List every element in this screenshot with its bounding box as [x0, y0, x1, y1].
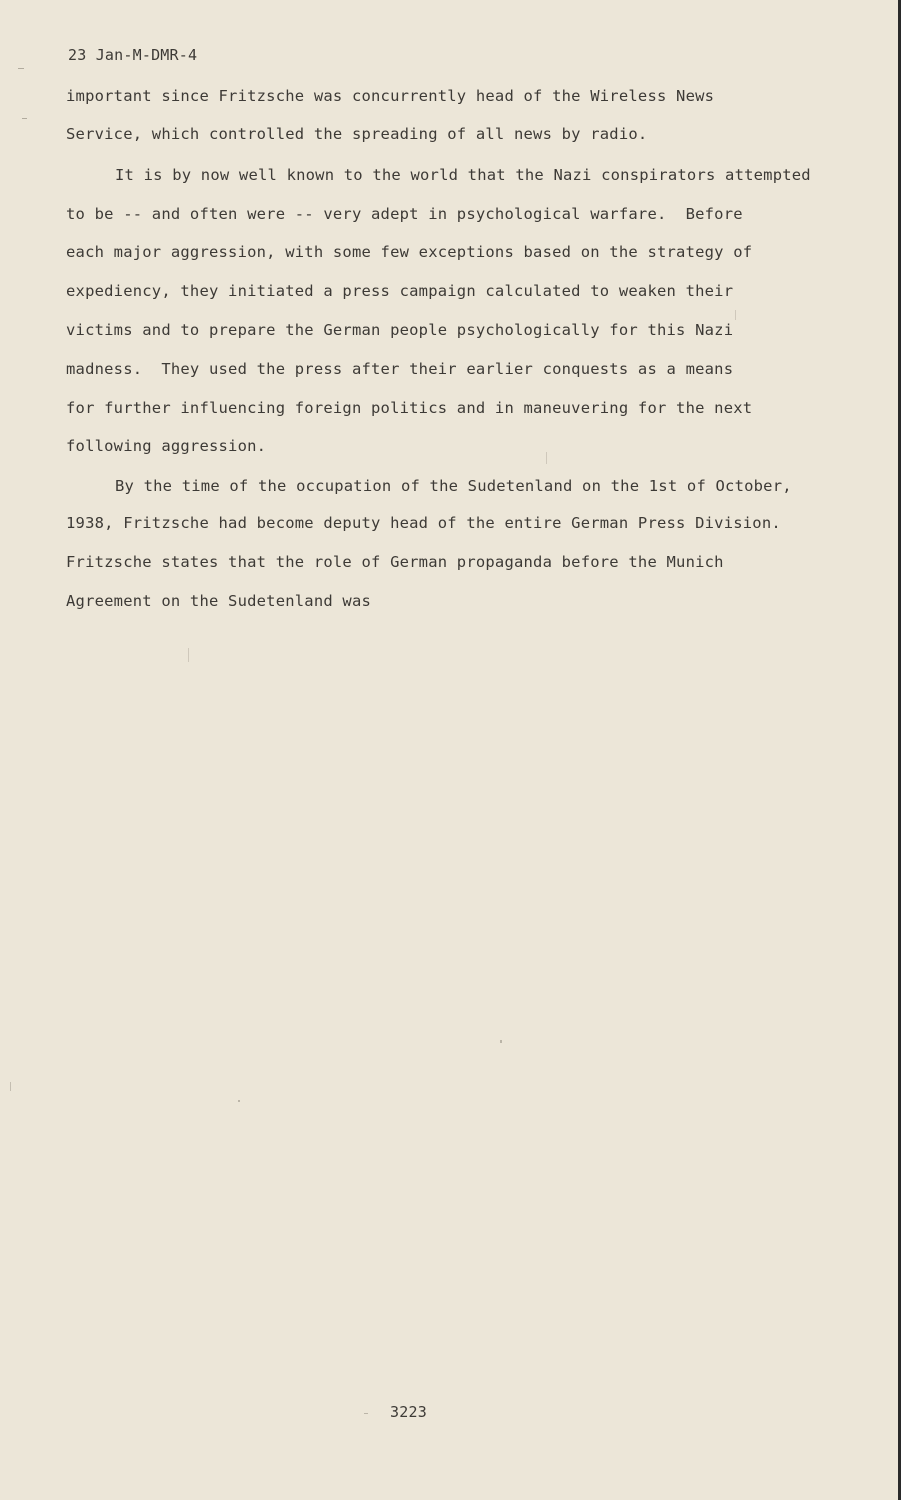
text-line: madness. They used the press after their earlier conquests as a means — [66, 360, 734, 378]
text-line: Service, which controlled the spreading of all news by radio. — [66, 125, 648, 143]
page-number: 3223 — [390, 1403, 427, 1421]
paper-speck — [238, 1100, 240, 1102]
paper-speck — [188, 648, 189, 662]
paper-speck — [10, 1082, 11, 1091]
text-line: to be -- and often were -- very adept in psychological warfare. Before — [66, 205, 743, 223]
document-header: 23 Jan-M-DMR-4 — [68, 46, 198, 64]
text-line: 1938, Fritzsche had become deputy head of the entire German Press Division. — [66, 514, 781, 532]
text-line: By the time of the occupation of the Sudetenland on the 1st of October, — [115, 477, 792, 495]
text-line: Fritzsche states that the role of German propaganda before the Munich — [66, 553, 724, 571]
paper-speck — [735, 310, 736, 320]
text-line: following aggression. — [66, 437, 267, 455]
text-line: expediency, they initiated a press campaign calculated to weaken their — [66, 282, 734, 300]
text-line: important since Fritzsche was concurrently head of the Wireless News — [66, 87, 715, 105]
text-line: for further influencing foreign politics and in maneuvering for the next — [66, 399, 753, 417]
text-line: each major aggression, with some few exceptions based on the strategy of — [66, 243, 753, 261]
paper-speck — [22, 118, 27, 119]
text-line: victims and to prepare the German people psychologically for this Nazi — [66, 321, 734, 339]
paper-speck — [18, 68, 24, 69]
paper-speck — [546, 452, 547, 464]
text-line: Agreement on the Sudetenland was — [66, 592, 372, 610]
paper-speck — [500, 1040, 502, 1043]
text-line: It is by now well known to the world that the Nazi conspirators attempted — [115, 166, 811, 184]
paper-speck — [364, 1413, 368, 1414]
